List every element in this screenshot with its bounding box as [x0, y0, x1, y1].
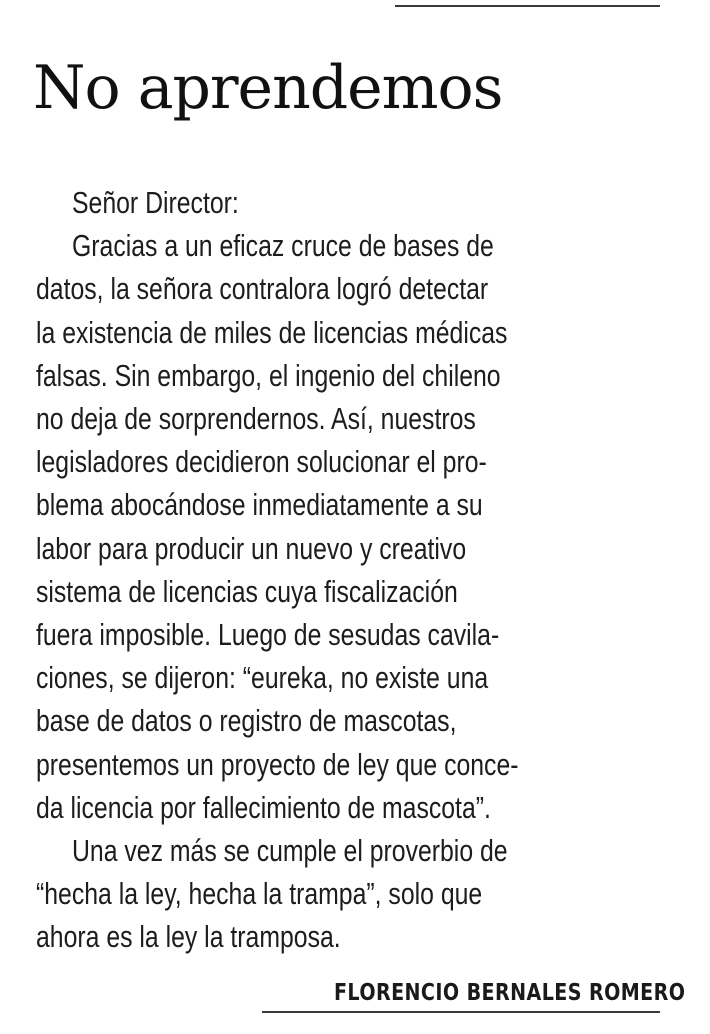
body-line: da licencia por fallecimiento de mascota”.	[36, 789, 491, 825]
headline: No aprendemos	[33, 53, 503, 123]
body-line: ahora es la ley la tramposa.	[36, 919, 341, 955]
body-line: blema abocándose inmediatamente a su	[36, 487, 483, 523]
body-line: legisladores decidieron solucionar el pro-	[36, 444, 487, 480]
body-line: Gracias a un eficaz cruce de bases de	[72, 228, 494, 264]
body-line: Una vez más se cumple el proverbio de	[72, 833, 508, 869]
body-line: “hecha la ley, hecha la trampa”, solo que	[36, 876, 483, 912]
body-line: sistema de licencias cuya fiscalización	[36, 573, 458, 609]
body-line: fuera imposible. Luego de sesudas cavila-	[36, 617, 500, 653]
top-rule	[395, 5, 660, 7]
letter-body	[36, 181, 676, 959]
body-line: presentemos un proyecto de ley que conce-	[36, 746, 519, 782]
bottom-rule	[262, 1011, 660, 1013]
author-name: FLORENCIO BERNALES ROMERO	[333, 980, 686, 1006]
body-line: datos, la señora contralora logró detectar	[36, 271, 489, 307]
body-line: no deja de sorprendernos. Así, nuestros	[36, 401, 476, 437]
author-signature	[262, 976, 686, 1010]
body-line: ciones, se dijeron: “eureka, no existe una	[36, 660, 489, 696]
body-line: base de datos o registro de mascotas,	[36, 703, 457, 739]
body-line: la existencia de miles de licencias médicas	[36, 314, 508, 350]
body-line: labor para producir un nuevo y creativo	[36, 530, 467, 566]
salutation: Señor Director:	[72, 185, 239, 220]
body-line: falsas. Sin embargo, el ingenio del chileno	[36, 357, 501, 393]
